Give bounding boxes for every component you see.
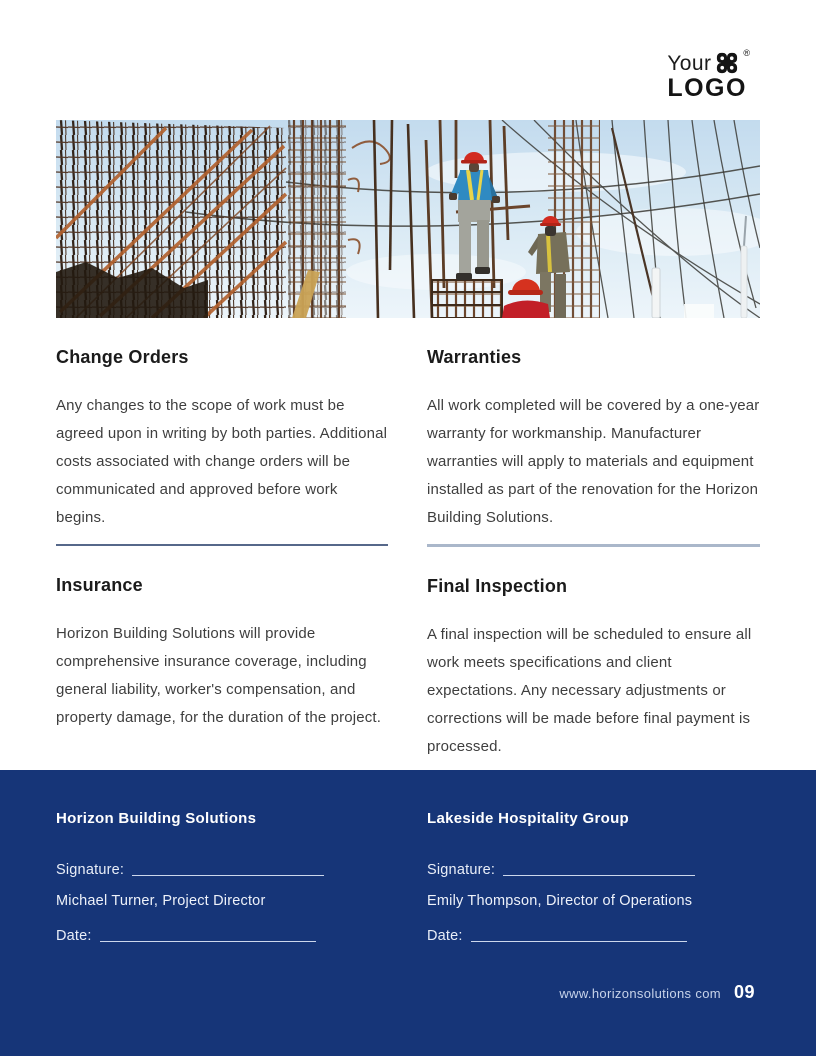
date-row (56, 925, 401, 944)
logo-your-text: Your (667, 51, 712, 75)
left-column (56, 346, 388, 761)
rebar-cage (432, 280, 502, 318)
section-title: Change Orders (56, 347, 189, 367)
signatory-name-title: Emily Thompson, Director of Operations (427, 893, 693, 909)
section-body: Horizon Building Solutions will provide comprehensive insurance coverage, including general liability, worker's compensation, and property damage, for the duration of the project. (56, 625, 382, 726)
section-divider (427, 544, 760, 547)
page-footer-row (559, 982, 755, 1003)
section-title: Final Inspection (427, 575, 568, 596)
rebar-wall (56, 120, 390, 318)
logo-word-text: LOGO (667, 74, 747, 102)
signature-row (56, 859, 401, 878)
date-row (427, 925, 772, 944)
section-insurance (56, 574, 388, 732)
signature-label: Signature: (427, 862, 496, 878)
date-label: Date: (56, 928, 92, 944)
section-title: Warranties (427, 347, 522, 367)
section-body: All work completed will be covered by a one-year warranty for workmanship. Manufacturer warranties will apply to materials and equipment installed as part of the renovation for the Horizon Building Solutions. (427, 397, 760, 526)
section-warranties (427, 346, 760, 532)
signature-line (132, 860, 324, 876)
signature-line (503, 860, 695, 876)
right-column (427, 346, 760, 761)
signature-block-contractor (56, 810, 401, 944)
page-number: 09 (733, 982, 755, 1002)
signature-block-client (427, 810, 772, 944)
logo-top-row (667, 48, 750, 75)
company-name: Lakeside Hospitality Group (427, 810, 630, 827)
logo (667, 48, 750, 102)
date-label: Date: (427, 928, 463, 944)
section-final-inspection (427, 575, 760, 761)
clover-logo-icon (716, 52, 738, 74)
date-line (100, 926, 316, 942)
hero-photo-construction-site (56, 120, 760, 318)
signatory-name-title: Michael Turner, Project Director (56, 893, 266, 909)
section-body: Any changes to the scope of work must be agreed upon in writing by both parties. Additional costs associated with change orders will be communicated and approved before work begins. (56, 397, 388, 526)
section-divider (56, 544, 388, 546)
terms-sections (56, 346, 760, 761)
date-line (471, 926, 687, 942)
company-name: Horizon Building Solutions (56, 810, 257, 827)
section-title: Insurance (56, 575, 143, 595)
signature-row (427, 859, 772, 878)
signature-label: Signature: (56, 862, 125, 878)
registered-mark: ® (743, 48, 750, 58)
section-body: A final inspection will be scheduled to ensure all work meets specifications and client expectations. Any necessary adjustments or corrections will be made before final payment is processed. (427, 625, 752, 755)
signature-footer (0, 770, 816, 1056)
section-change-orders (56, 346, 388, 532)
website-url: www.horizonsolutions com (559, 986, 721, 1001)
